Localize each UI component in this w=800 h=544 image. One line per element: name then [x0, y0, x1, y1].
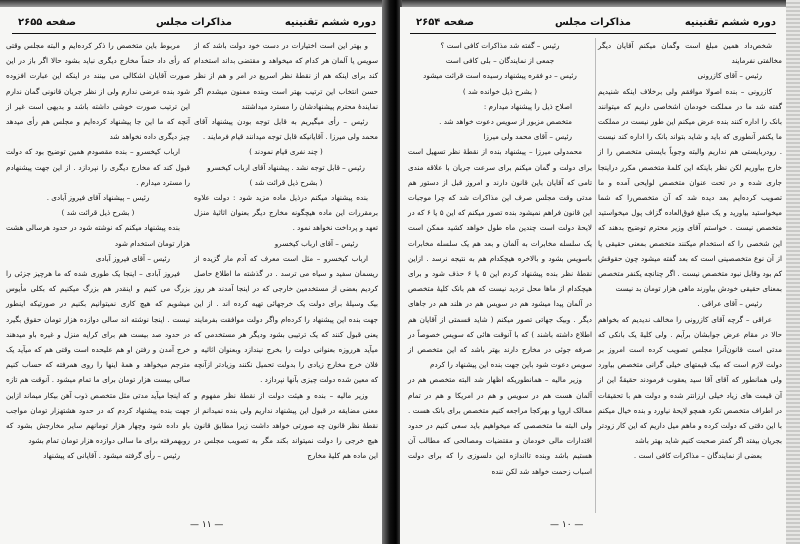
- page-number: صفحه ۲۶۵۵: [18, 17, 77, 28]
- session-label: دوره ششم تقنینیه: [684, 17, 776, 28]
- text-paragraph: رئیس – رأی میگیریم به قابل توجه بودن پیشنهاد آقای محمد ولی میرزا . آقایانیکه قابل توجه میدانند قیام فرمایند .: [194, 117, 378, 142]
- speaker-line: رئیس – قابل توجه نشد . پیشنهاد آقای ارباب کیخسرو: [207, 162, 365, 172]
- speaker-line: رئیس – آقای فیروز آبادی: [95, 253, 170, 263]
- text-paragraph: مربوط باین متخصص را ذکر کرده‌ایم و البته مجلس وقتی که رأی داد حتماً مخارج دیگری نباید بشود حالا اگر باز در این صورت آقایان اشکالی می بینند در اینکه این عبارت افزوده شود بنده عرضی ندارم ولی از نظر جریان قانونی گمان ندارم این ترتیب صورت خوشی داشته باشد و بدیهی است غیر از آنچه که ما این جا پیشنهاد کرده‌ایم و مجلس هم رأی میدهد چیز دیگری داده نخواهد شد: [6, 41, 190, 142]
- page-footer-number: — ۱۰ —: [550, 520, 584, 530]
- speaker-line: رئیس – آقای محمد ولی میرزا: [483, 132, 572, 142]
- speaker-line: ( چند نفری قیام نمودند ): [249, 147, 323, 157]
- text-paragraph: وزیر مالیه – همانطوریکه اظهار شد البته متخصص هم در آلمان هست هم در سویس و هم در امریکا و هم در تمام ممالک اروپا و بهرکجا مراجعه کنیم متخصص برای بانک هست . ولی البته ما متخصصی که میخواهیم باید سعی کنیم در حدود اقتدارات مالی خودمان و مقتضیات ومصالحی که مطالب آن هستیم باشد وبنده تااندازه این دلسوزی را که برای دولت اسباب زحمت خواهد شد لکن ننده: [408, 375, 592, 476]
- running-title: مذاکرات مجلس: [155, 17, 233, 28]
- text-paragraph: ارباب کیخسرو – مثل است معرف که آدم مار گزیده از ریسمان سفید و سیاه می ترسد . در گذشته ما اطلاع حاصل کردیم بعضی از مستخدمین خارجی که در اینجا آمدند هر روز بیک وسیلهٔ برای دولت یک خرجهائی تهیه کرده اند . از این جهت بنده این پیشنهاد را کرده‌ام واگر دولت موافقت بفرمایند یعنی قبول کنند که یک ترتیبی بشود ودیگر هر مستخدمی که میآید هرروزه بعنوانی دولت را بخرج نیندازد وبعنوان اثاثیه و فلان خرج مخارج زیادی را بدولت تحمیل نکنند وزیادتر ازآنچه که معین شده دولت چیزی بآنها نپردازد .: [194, 253, 378, 385]
- text-paragraph: فیروز آبادی – اینجا یک طوری شده که ما هرچیز جزئی را بزرگ می کنیم و اینقدر هم بزرگ میکنیم که بکلی مأیوس میشویم که هیچ کاری نمیتوانیم بکنیم در صورتیکه اینطور نیست . اینجا نوشته اند سالی دوازده هزار تومان حقوق بگیرد در حدود صد بیست هم برای کرایه منزل و غیره باو میدهند خرج آمدن و رفتن او هم علیحده است وقتی هم که میآید یک مترجم میخواهد و همهٔ اینها را روی همرفته که حساب کنیم سالی بیست هزار تومان برای ما تمام میشود . آنوقت هم تازه که اینجا میآید مدتی مثل متخصص ذوب آهن بیکار میماند ازاین جهت بنده پیشنهاد کردم که در حدود هشتهزار تومان مواجب باو داده شود وچهار هزار تومانهم سایر مخارجش بشود که روبهمرفته برای ما سالی دوازده هزار تومان تمام بشود: [6, 269, 190, 446]
- scan-page-edge: [786, 0, 800, 544]
- column-divider: [595, 38, 596, 513]
- speaker-line: رئیس – آقای عراقی .: [697, 299, 762, 309]
- speaker-line: بعضی از نمایندگان – مذاکرات کافی است .: [633, 451, 762, 461]
- text-paragraph: بنده پیشنهاد میکنم که نوشته شود در حدود هرسالی هشت هزار تومان استخدام شود: [6, 223, 190, 248]
- text-paragraph: ارباب کیخسرو – بنده مقصودم همین توضیح بود که دولت قبول کند که مخارج دیگری را نپردازد . از این جهت پیشنهادم را مسترد میدارم .: [6, 147, 190, 187]
- text-column-right: [598, 38, 782, 464]
- speaker-line: رئیس – پیشنهاد آقای فیروز آبادی .: [46, 193, 150, 203]
- session-label: دوره ششم تقنینیه: [284, 17, 376, 28]
- text-paragraph: محمدولی میرزا – پیشنهاد بنده از نقطهٔ نظر تسهیل است برای دولت و گمان میکنم برای سرعت جریان با علاقه مندی تامی که آقایان باین قانون دارند و امروز قبل از دستور هم مدتی وقت مجلس صرف این مذاکرات شد که چرا موجبات این قانون فراهم نمیشود بنده تصور میکنم که این ۵ یا ۶ که در لایحهٔ دولت است چندین ماه طول خواهد کشید ممکن است یک سلسله مخابرات به آلمان و بعد هم یک سلسله مخابرات باسویس بشود و بالاخره هیچکدام هم به نتیجه نرسد . ازاین نقطهٔ نظر بنده پیشنهاد کردم این ۵ یا ۶ حذف شود و برای هیچکدام از ماها محل تردید نیست که هم بانک کلیهٔ متخصص در آلمان پیدا میشود هم در سویس هم در هلند هم در جاهای دیگر . وبیک جهاتی تصور میکنم ( شاید قسمتی از آقایان هم اطلاع داشته باشند ) که با آنوقت هائی که سویس خصوصاً در صرفه جوئی در مخارج دارند بهتر باشد که این متخصص از سویس دعوت شود باین جهت بنده این پیشنهاد را کردم: [408, 147, 592, 370]
- speaker-line: متخصص مزبور از سویس دعوت خواهد شد .: [439, 117, 572, 127]
- speaker-line: رئیس – گفته شد مذاکرات کافی است ؟: [440, 41, 560, 50]
- book-binding-shadow: [382, 0, 402, 544]
- page-right: [400, 7, 786, 544]
- page-left: [0, 7, 384, 544]
- page-header: [12, 15, 376, 34]
- speaker-line: جمعی از نمایندگان – بلی کافی است: [445, 56, 555, 66]
- text-paragraph: عراقی – گرچه آقای کازرونی را مخالف ندیدیم که بخواهم حالا در مقام عرض جوابشان برآیم . ولی کلیهً یک بانکی که مدتی است قانون‌آنرا مجلس تصویب کرده است امروز بر دولت لازم است که بیک قیمتهای خیلی گرانی متخصص بیاورد ولی همانطور که آقای آقا سید یعقوب فرمودند حقیقةً این از آن قیمت های زیاد خیلی ارزانتر شده و دولت هم با تحقیقات در اطراف متخصص تکرد همچو لایحهٔ نیاورد و بنده خیال میکنم با این دقتی که دولت کرده و ماهم میل داریم که این کار زودتر بجریان بیفتد اگر کمتر صحبت کنیم شاید بهتر باشد: [598, 314, 782, 446]
- text-column-left: [6, 38, 190, 464]
- speaker-line: رئیس – آقای ارباب کیخسرو: [274, 238, 358, 248]
- speaker-line: ( بشرح ذیل قرائت شد ): [61, 208, 135, 218]
- text-column-left: [408, 38, 592, 479]
- text-paragraph: وزیر مالیه – بنده و هیئت دولت از نقطهٔ نظر مفهوم و معنی مضایقه در قبول این پیشنهاد نداریم ولی بنده نمیدانم از نقطهٔ نظر قانون چه صورتی خواهد داشت زیرا مطابق قانون هیچ خرجی را دولت نمیتواند بکند مگر به تصویب مجلس در این ماده هم کلیهٔ مخارج: [194, 390, 378, 461]
- text-paragraph: رئیس – رأی گرفته میشود . آقایانی که پیشنهاد: [43, 451, 180, 461]
- speaker-line: رئیس – دو فقره پیشنهاد رسیده است قرائت میشود: [423, 71, 577, 81]
- text-paragraph: بنده پیشنهاد میکنم درذیل ماده مزید شود : دولت علاوه برمقررات این ماده هیچگونه مخارج دیگر بعنوان اثاثیهٔ منزل تعهد و پرداخت نخواهد نمود .: [194, 193, 378, 233]
- speaker-line: رئیس – آقای کازرونی: [697, 71, 762, 81]
- page-footer-number: — ۱۱ —: [190, 520, 224, 530]
- speaker-line: ( بشرح ذیل قرائت شد ): [249, 177, 323, 187]
- running-title: مذاکرات مجلس: [554, 17, 632, 28]
- speaker-line: ( بشرح ذیل خوانده شد ): [462, 86, 538, 96]
- text-paragraph: و بهتر این است اختیارات در دست خود دولت باشد که از سویس یا آلمان هر کدام که میخواهد و مقتضی بداند استخدام کند برای اینکه هم از نقطهٔ نظر اسریع در امر و هم از نظر حسن انتخاب این ترتیب بهتر است وبنده ممنون میشدم اگر نمایندهٔ محترم پیشنهادشان را مسترد میداشتند: [194, 41, 378, 111]
- text-paragraph: شخص‌داد همین مبلغ است وگمان میکنم آقایان دیگر مخالفتی نفرمایند: [598, 41, 782, 66]
- page-header: [410, 15, 776, 34]
- text-column-right: [194, 38, 378, 464]
- text-paragraph: کازرونی – بنده اصولا موافقم ولی برخلاف اینکه شنیدیم گفته شد ما در مملکت خودمان اشخاصی داریم که میتوانند بانک را اداره کنند بنده عرض میکنم این طور نیست در مملکت ما یکنفر آنطوری که باید و شاید بتواند بانک را اداره کند نیست . رودربایستی هم نداریم والبته وجوباً بایستی متخصص را از خارج بیاوریم لکن نظر باینکه این کلمهٔ متخصص مکرر دراینجا جاری شده و در تحت عنوان متخصص لوایحی آمده و ما تصویب کرده‌ایم بعد دیده شد که آن متخصص‌را که شما میخواستید بیاورید و یک مبلغ فوق‌العاده گزاف پول میخواستید متخصص نیست . خواستم آقای وزیر محترم توضیح بدهند که این شخصی را که استخدام میکنند متخصص بمعنی حقیقی یا از آن نوع متخصصینی است که بعد گفته میشود چون حقوقش کم بود وقابل نبود متخصص نیست . اگر چنانچه یکنفر متخصص بمعنای حقیقی خودش بیاورند ماهی هزار تومان بد نیست: [598, 86, 782, 294]
- page-number: صفحه ۲۶۵۴: [416, 17, 475, 28]
- speaker-line: اصلاح ذیل را پیشنهاد میدارم :: [483, 101, 572, 111]
